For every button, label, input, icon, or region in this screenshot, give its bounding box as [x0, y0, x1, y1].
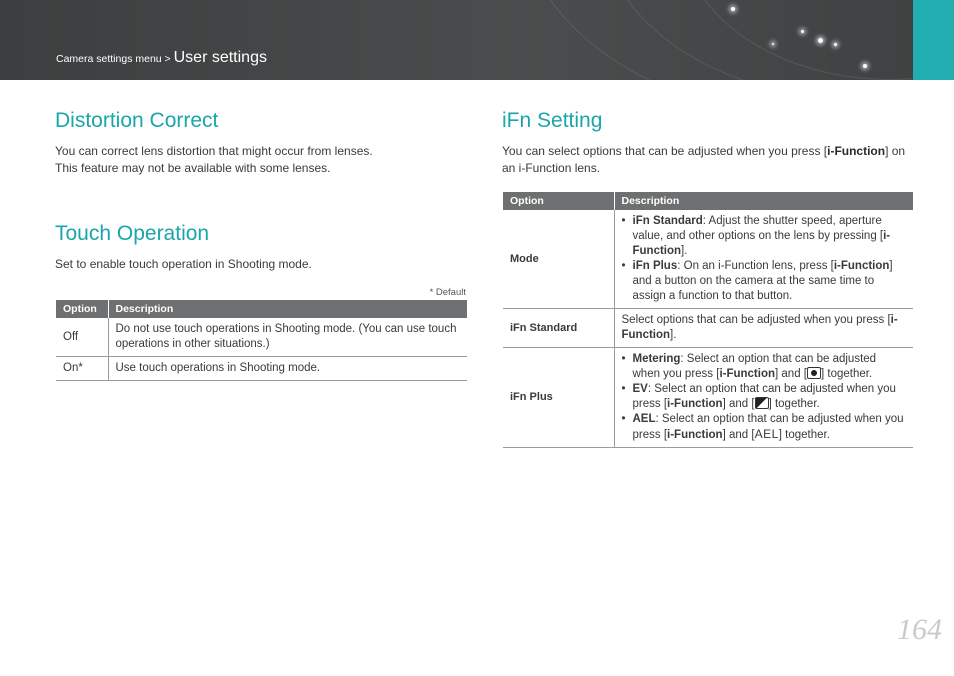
- i-function-key: i-Function: [632, 230, 891, 257]
- table-header-row: [503, 192, 913, 210]
- text: : Adjust the shutter speed, aperture value, and other options on the lens by pressing [: [632, 215, 884, 242]
- ifn-setting-table: [503, 192, 913, 448]
- column-header-description: Description: [108, 300, 467, 318]
- intro-text: ] on an i-Function lens.: [502, 144, 906, 175]
- header-accent-bar: [913, 0, 954, 80]
- text: Select options that can be adjusted when you press [: [621, 314, 891, 326]
- list-item: [622, 382, 907, 412]
- text: ].: [670, 329, 677, 341]
- list-item: [622, 259, 907, 304]
- sparkle-icon: [834, 43, 837, 46]
- table-header-row: [56, 300, 467, 318]
- distortion-correct-title: Distortion Correct: [55, 109, 219, 132]
- i-function-key: i-Function: [667, 429, 723, 441]
- option-ifn-standard: iFn Standard: [503, 309, 614, 348]
- ael-button-label: AEL: [754, 427, 779, 441]
- list-item: [622, 412, 907, 443]
- text: : Select an option that can be adjusted when you press [: [632, 383, 896, 410]
- option-on: On*: [56, 357, 108, 381]
- distortion-line-1: You can correct lens distortion that might occur from lenses.: [55, 144, 373, 158]
- page-number: 164: [897, 613, 942, 646]
- breadcrumb-current: User settings: [173, 49, 267, 66]
- table-row: [503, 210, 913, 309]
- term: Metering: [632, 353, 681, 365]
- term: iFn Standard: [632, 215, 703, 227]
- sparkle-icon: [801, 30, 804, 33]
- metering-icon: [807, 367, 821, 379]
- text: : Select an option that can be adjusted when you press [: [632, 413, 904, 441]
- i-function-key: i-Function: [827, 144, 886, 158]
- default-note: * Default: [429, 287, 466, 298]
- option-ifn-plus-description: [614, 348, 913, 448]
- option-ifn-plus: iFn Plus: [503, 348, 614, 448]
- touch-operation-intro: Set to enable touch operation in Shooting mode.: [55, 257, 312, 271]
- text: ] together.: [768, 398, 820, 410]
- option-off: Off: [56, 318, 108, 357]
- text: ].: [681, 245, 688, 257]
- text: ] and a button on the camera at the same time to assign a function to that button.: [632, 260, 893, 302]
- intro-text: You can select options that can be adjusted when you press [: [502, 144, 828, 158]
- breadcrumb-parent: Camera settings menu: [56, 53, 162, 65]
- option-mode-description: [614, 210, 913, 309]
- table-row: [503, 309, 913, 348]
- option-on-description: Use touch operations in Shooting mode.: [108, 357, 467, 381]
- text: ] and [: [722, 429, 755, 441]
- text: ] together.: [820, 368, 873, 380]
- header-banner: [0, 0, 954, 80]
- text: : On an i-Function lens, press [: [677, 260, 834, 272]
- list-item: [622, 214, 907, 259]
- option-off-description: Do not use touch operations in Shooting mode. (You can use touch operations in other situations.): [108, 318, 467, 357]
- breadcrumb-separator: >: [161, 53, 174, 65]
- sparkle-icon: [731, 7, 735, 11]
- ifn-setting-intro: [502, 143, 912, 177]
- touch-operation-table: [56, 300, 467, 381]
- column-header-option: Option: [503, 192, 614, 210]
- i-function-key: i-Function: [621, 314, 898, 341]
- breadcrumb: [56, 49, 267, 67]
- i-function-key: i-Function: [719, 368, 776, 380]
- distortion-correct-description: [55, 143, 455, 177]
- option-ifn-standard-description: [614, 309, 913, 348]
- column-header-description: Description: [614, 192, 913, 210]
- distortion-line-2: This feature may not be available with some lenses.: [55, 161, 331, 175]
- sparkle-icon: [818, 38, 823, 43]
- ifn-setting-title: iFn Setting: [502, 109, 603, 132]
- text: : Select an option that can be adjusted when you press [: [632, 353, 877, 380]
- list-item: [622, 352, 907, 382]
- text: ] together.: [778, 429, 830, 441]
- i-function-key: i-Function: [667, 398, 723, 410]
- sparkle-icon: [772, 43, 774, 45]
- table-row: [56, 357, 467, 381]
- i-function-key: i-Function: [833, 260, 890, 272]
- term: EV: [632, 383, 648, 395]
- sparkle-icon: [863, 64, 867, 68]
- term: iFn Plus: [632, 260, 678, 272]
- term: AEL: [632, 413, 656, 425]
- option-mode: Mode: [503, 210, 614, 309]
- column-header-option: Option: [56, 300, 108, 318]
- exposure-compensation-icon: [755, 397, 769, 409]
- table-row: [503, 348, 913, 448]
- text: ] and [: [722, 398, 755, 410]
- table-row: [56, 318, 467, 357]
- text: ] and [: [775, 368, 807, 380]
- touch-operation-title: Touch Operation: [55, 222, 210, 245]
